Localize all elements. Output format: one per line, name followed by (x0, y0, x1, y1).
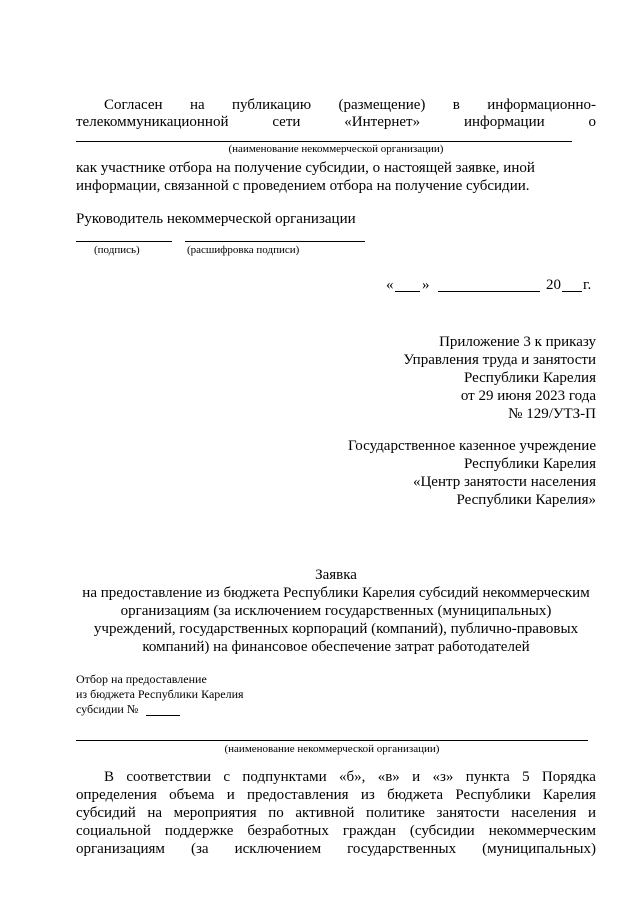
addressee-block (300, 437, 596, 509)
word: определения (76, 787, 157, 803)
word: бюджета (387, 787, 444, 803)
consent-line-4: информации, связанной с проведением отбора на получение субсидии. (76, 178, 530, 194)
word: соответствии (126, 769, 212, 785)
addressee-line: Республики Карелия (463, 456, 596, 472)
word: поддержке (164, 823, 234, 839)
word: «в» (377, 769, 400, 785)
word: на (189, 97, 205, 113)
date-year-suffix: г. (583, 277, 592, 293)
title-heading: Заявка (315, 567, 357, 583)
word: «Интернет» (344, 114, 421, 130)
word: Согласен (104, 97, 163, 113)
word: Республики (455, 787, 531, 803)
word: исключением (234, 841, 322, 857)
org-name-underline (76, 740, 588, 741)
word: информационно- (487, 97, 596, 113)
word: Карелия (542, 787, 596, 803)
word: мероприятия (173, 805, 257, 821)
addressee-line: Государственное казенное учреждение (347, 438, 596, 454)
addressee-line: «Центр занятости населения (412, 474, 596, 490)
title-line: на предоставление из бюджета Республики Карелия субсидий некоммерческим (82, 585, 590, 601)
org-name-underline-top (76, 141, 572, 142)
word: организациям (76, 841, 165, 857)
word: из (360, 787, 375, 803)
word: В (104, 769, 115, 785)
application-title (60, 566, 612, 656)
word: публикацию (232, 97, 312, 113)
head-label: Руководитель некоммерческой организации (76, 211, 356, 227)
body-line-4 (76, 822, 596, 840)
appendix-line: Республики Карелия (463, 370, 596, 386)
word: и (587, 805, 596, 821)
appendix-line: Приложение 3 к приказу (439, 334, 596, 350)
body-line-3 (76, 804, 596, 822)
word: субсидий (76, 805, 136, 821)
word: и (226, 787, 235, 803)
title-line: компаний) на финансовое обеспечение затрат работодателей (142, 639, 530, 655)
date-line (386, 276, 596, 296)
signature-decode-line (185, 241, 365, 242)
word: политике (365, 805, 425, 821)
selection-line-2: из бюджета Республики Карелия (76, 687, 244, 701)
appendix-line: от 29 июня 2023 года (460, 388, 596, 404)
word: (размещение) (338, 97, 426, 113)
word: некоммерческим (488, 823, 596, 839)
word: граждан (342, 823, 396, 839)
word: на (147, 805, 163, 821)
consent-line-3: как участнике отбора на получение субсидии, о настоящей заявке, иной (76, 160, 535, 176)
word: 5 (522, 769, 530, 785)
word: «б», (339, 769, 366, 785)
date-close-quote: » (422, 277, 430, 293)
org-name-caption-top: (наименование некоммерческой организации) (228, 143, 444, 155)
consent-line-1 (104, 96, 596, 114)
consent-line-2 (76, 113, 596, 131)
date-year-prefix: 20 (546, 277, 561, 293)
date-day-blank (395, 291, 420, 292)
title-line: организациям (за исключением государственных (муниципальных) (120, 603, 552, 619)
body-line-1 (104, 768, 596, 786)
word: социальной (76, 823, 151, 839)
selection-line-3 (76, 702, 376, 717)
word: о (588, 114, 596, 130)
word: предоставления (247, 787, 349, 803)
word: (субсидии (409, 823, 475, 839)
decode-caption: (расшифровка подписи) (187, 244, 300, 256)
word: пункта (465, 769, 510, 785)
signature-line (76, 241, 172, 242)
word: занятости (436, 805, 500, 821)
signature-caption: (подпись) (94, 244, 140, 256)
title-line: учреждений, государственных корпораций (компаний), публично-правовых (93, 621, 579, 637)
appendix-line: Управления труда и занятости (403, 352, 596, 368)
selection-block (76, 672, 376, 717)
word: подпунктами (242, 769, 327, 785)
date-year-blank (562, 291, 582, 292)
date-month-blank (438, 291, 540, 292)
word: (муниципальных) (482, 841, 596, 857)
selection-line-1: Отбор на предоставление (76, 672, 207, 686)
date-open-quote: « (386, 277, 394, 293)
word: активной (295, 805, 355, 821)
word: и (412, 769, 421, 785)
addressee-line: Республики Карелия» (456, 492, 596, 508)
body-line-5 (76, 840, 596, 858)
word: Порядка (541, 769, 596, 785)
word: в (452, 97, 460, 113)
word: с (223, 769, 231, 785)
word: государственных (347, 841, 457, 857)
word: по (268, 805, 284, 821)
body-line-2 (76, 786, 596, 804)
word: (за (190, 841, 209, 857)
word: объема (169, 787, 215, 803)
appendix-block (300, 333, 596, 423)
word: информации (463, 114, 545, 130)
selection-number-blank (146, 715, 180, 716)
word: безработных (247, 823, 329, 839)
word: сети (272, 114, 301, 130)
word: «з» (432, 769, 454, 785)
word: телекоммуникационной (76, 114, 229, 130)
selection-number-label: субсидии № (76, 702, 139, 716)
org-name-caption: (наименование некоммерческой организации) (224, 743, 440, 755)
word: населения (511, 805, 577, 821)
appendix-line: № 129/УТЗ-П (508, 406, 596, 422)
